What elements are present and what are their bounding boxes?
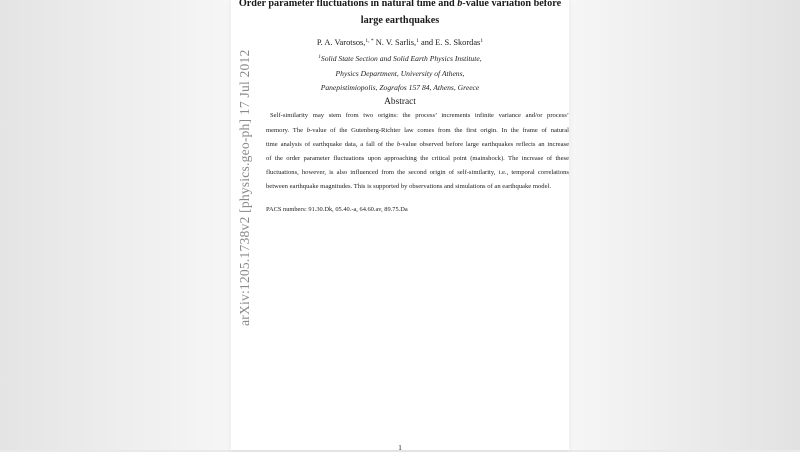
author-affiliation-mark: 1 [480, 38, 484, 44]
author-varotsos: P. A. Varotsos, [316, 38, 366, 47]
affiliation-line-2: Physics Department, University of Athens, [335, 69, 465, 78]
abstract-text: memory. The [266, 127, 307, 134]
affiliation-line-1 [231, 54, 569, 63]
affiliation-text: Solid State Section and Solid Earth Physics Institute, [320, 54, 482, 63]
author-affiliation-mark: 1, * [365, 38, 374, 44]
viewer-background-right [569, 0, 800, 450]
abstract-line-5: fluctuations, however, is also influenced from the second origin of self-similarity, i.e., temporal correlations [266, 169, 569, 176]
affiliation-line-3: Panepistimiopolis, Zografos 157 84, Athens, Greece [320, 83, 480, 92]
abstract-line-3 [266, 142, 569, 149]
paper-title-line-2: large earthquakes [360, 15, 440, 26]
title-b-symbol: b [457, 0, 463, 9]
abstract-line-1: Self-similarity may stem from two origins: the process’ increments infinite variance and/or process’ [270, 112, 569, 119]
paper-title-line-1 [231, 0, 569, 9]
title-text: Order parameter fluctuations in natural time and [238, 0, 458, 9]
page-number: 1 [398, 443, 402, 452]
abstract-heading: Abstract [384, 97, 416, 107]
abstract-text-continued: -value observed before large earthquakes reflects an increase [400, 141, 569, 148]
abstract-text: time analysis of earthquake data, a fall of the [266, 141, 397, 148]
author-sarlis: N. V. Sarlis, [373, 38, 417, 47]
affiliation-mark: 1 [318, 55, 321, 60]
abstract-line-6: between earthquake magnitudes. This is supported by observations and simulations of an earthquake model. [266, 183, 551, 190]
viewer-background-left [0, 0, 231, 450]
abstract-line-4: of the order parameter fluctuations upon approaching the critical point (mainshock). The increase of these [266, 155, 569, 162]
author-skordas: and E. S. Skordas [418, 38, 481, 47]
paper-page [231, 0, 569, 450]
abstract-b-symbol: b [396, 141, 401, 148]
pacs-numbers: PACS numbers: 91.30.Dk, 05.40.-a, 64.60.av, 89.75.Da [266, 206, 408, 213]
abstract-line-2 [266, 128, 569, 135]
arxiv-identifier-stamp: arXiv:1205.1738v2 [physics.geo-ph] 17 Jul 2012 [237, 49, 252, 326]
title-text-continued: -value variation before [462, 0, 562, 9]
abstract-b-symbol: b [306, 127, 311, 134]
abstract-text-continued: -value of the Gutenberg-Richter law comes from the first origin. In the frame of natural [310, 127, 569, 134]
author-list [231, 38, 569, 47]
author-affiliation-mark: 1 [416, 38, 419, 44]
